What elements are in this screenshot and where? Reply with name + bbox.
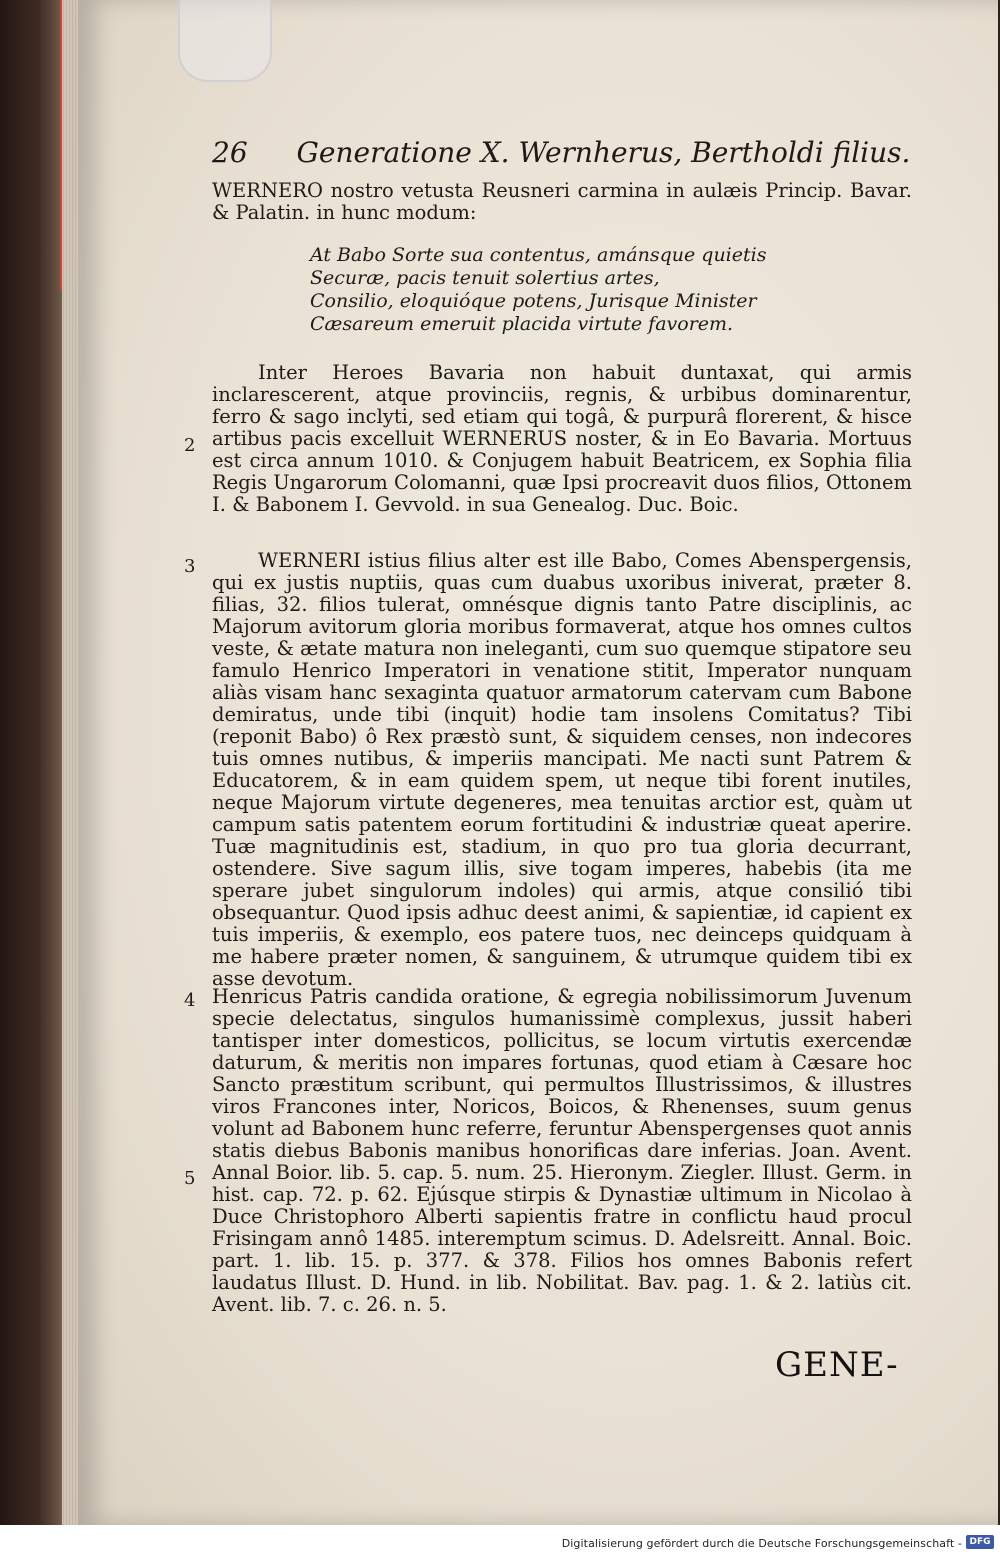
paragraph-heroes: Inter Heroes Bavaria non habuit duntaxat, qui armis inclarescerent, atque provinciis, regnis, & urbibus dominarentur, ferro & sago inclyti, sed etiam qui togâ, & purpurâ florerent, & hisce artibus pacis excelluit WERNERUS noster, & in Eo Bavaria. Mortuus est circa annum 1010. & Conjugem habuit Beatricem, ex Sophia filia Regis Ungarorum Colomanni, quæ Ipsi procreavit duos filios, Ottonem I. & Babonem I. Gevvold. in sua Genealog. Duc. Boic. [212,361,912,516]
page-number: 26 [212,136,248,169]
verse-line: At Babo Sorte sua contentus, amánsque quietis [310,244,767,266]
header-title: Generatione X. Wernherus, Bertholdi filius. [296,136,911,169]
paragraph-henricus: Henricus Patris candida oratione, & egregia nobilissimorum Juvenum specie delectatus, singulos humanissimè complexus, jussit haberi tantisper inter domesticos, pollicitus, se locum virtutis exercendæ daturum, & meritis non impares fortunas, quod etiam à Cæsare hoc Sancto præstitum scribunt, qui permultos Illustrissimos, & illustres viros Francones inter, Noricos, Boicos, & Rhenenses, suum genus volunt ad Babonem hunc referre, feruntur Abenspergenses quot annis statis diebus Babonis manibus honorificas dare inferias. Joan. Avent. Annal Boior. lib. 5. cap. 5. num. 25. Hieronym. Ziegler. Illust. Germ. in hist. cap. 72. p. 62. Ejúsque stirpis & Dynastiæ ultimum in Nicolao à Duce Christophoro Alberti sapientis fratre in conflictu haud procul Frisingam annô 1485. interemptum scimus. D. Adelsreitt. Annal. Boic. part. 1. lib. 15. p. 377. & 378. Filios hos omnes Babonis refert laudatus Illust. D. Hund. in lib. Nobilitat. Bav. pag. 1. & 2. latiùs cit. Avent. lib. 7. c. 26. n. 5. [212,985,912,1316]
margin-number: 4 [184,990,196,1011]
page-clip-icon [178,0,272,82]
paragraph-babo: WERNERI istius filius alter est ille Babo, Comes Abenspergensis, qui ex justis nuptiis, quas cum duabus uxoribus iniverat, præter 8. filias, 32. filios tulerat, omnésque dignis tanto Patre disciplinis, ac Majorum avitorum gloria moribus formaverat, atque hos omnes cultos veste, & ætate matura non ineleganti, cum suo quemque stipatore seu famulo Henrico Imperatori in venatione stitit, Imperator nunquam aliàs visam hanc sexaginta quatuor armatorum catervam cum Babone demiratus, unde tibi (inquit) hodie tam insolens Comitatus? Tibi (reponit Babo) ô Rex præstò sunt, & siquidem censes, non indecores tuis omnes nutibus, & imperiis mancipati. Me nacti sunt Patrem & Educatorem, & in eam quidem spem, ut neque tibi forent inutiles, neque Majorum virtute degeneres, mea tenuitas arctior est, quàm ut campum satis patentem eorum fortitudini & industriæ queat aperire. Tuæ magnitudinis est, stadium, in quo pro tua gloria decurrant, ostendere. Sive sagum illis, sive togam imperes, habebis (ita me sperare jubet singulorum indoles) qui armis, atque consilió tibi obsequantur. Quod ipsis adhuc deest animi, & sapientiæ, id capient ex tuis imperiis, & exemplo, eos patere tuos, nec deinceps quidquam à me habere præter nomen, & sanguinem, & utrumque quidem tibi ex asse devotum. [212,549,912,990]
funding-note: Digitalisierung gefördert durch die Deutsche Forschungsgemeinschaft - [561,1537,962,1550]
catchword: GENE- [775,1345,899,1385]
verse-line: Securæ, pacis tenuit solertius artes, [310,267,660,289]
verse-line: Cæsareum emeruit placida virtute favorem. [310,313,734,335]
verse-block [310,244,830,336]
margin-number: 2 [184,435,196,456]
verse-line: Consilio, eloquióque potens, Jurisque Minister [310,290,757,312]
running-header [212,136,911,176]
dfg-logo-icon: DFG [966,1535,994,1549]
intro-paragraph: WERNERO nostro vetusta Reusneri carmina in aulæis Princip. Bavar. & Palatin. in hunc modum: [212,179,912,224]
margin-number: 3 [184,556,196,577]
margin-number: 5 [184,1168,196,1189]
